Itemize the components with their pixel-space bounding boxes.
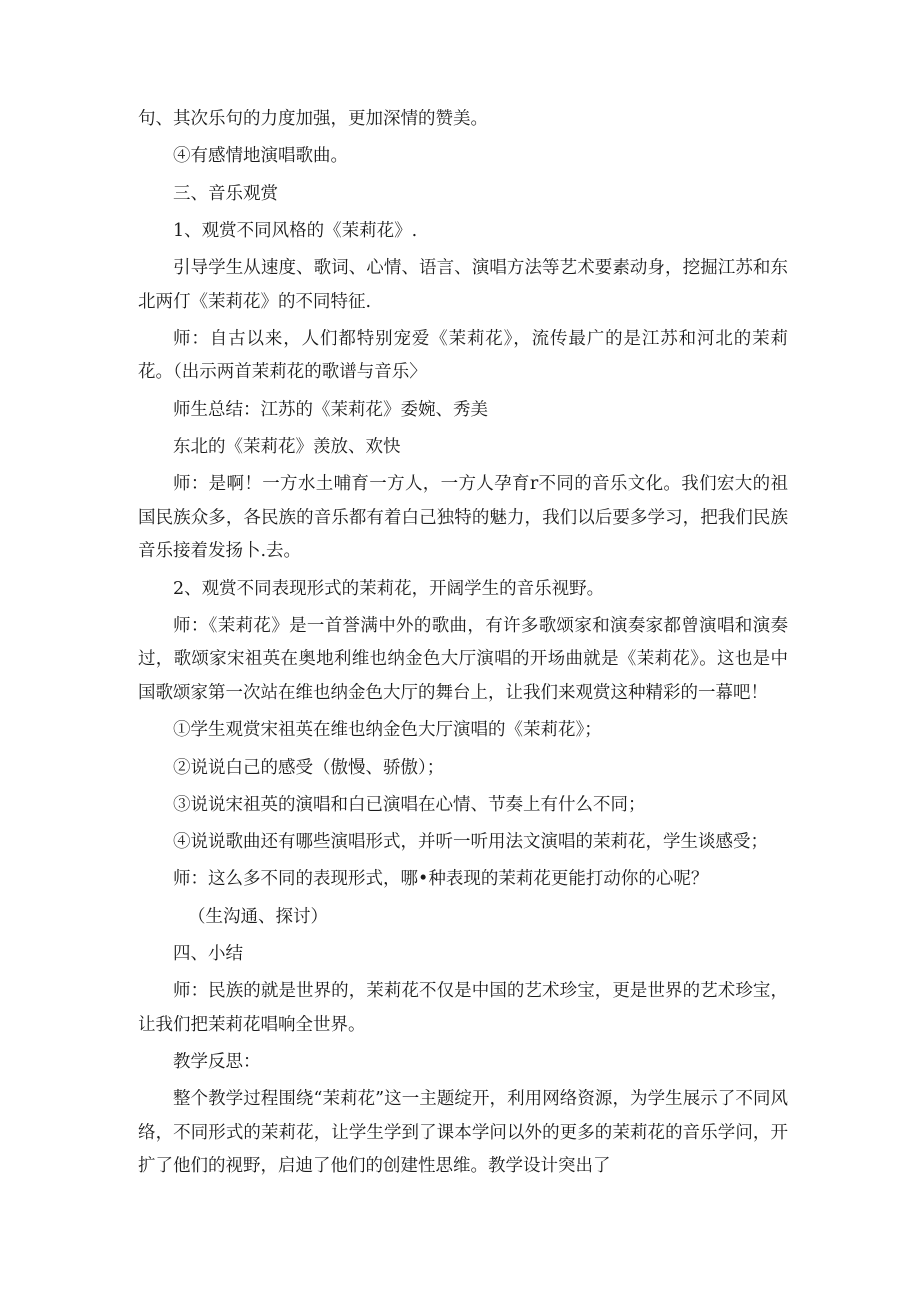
list-item-4: ④说说歌曲还有哪些演唱形式，并听一听用法文演唱的茉莉花，学生谈感受；	[173, 832, 768, 853]
heading-reflection: 教学反思：	[173, 1052, 261, 1073]
paragraph-step-4: ④有感情地演唱歌曲。	[173, 146, 348, 167]
list-item-2: ②说说白己的感受（傲慢、骄傲）；	[173, 757, 445, 778]
paragraph-teacher-5: 师：民族的就是世界的，茉莉花不仅是中国的艺术珍宝，更是世界的艺术珍宝，让我们把茉莉花唱响全世界。	[138, 981, 788, 1035]
document-body	[138, 103, 788, 1188]
paragraph-teacher-2: 师：是啊！一方水土哺育一方人，一方人孕育r不同的音乐文化。我们宏大的祖国民族众多，各民族的音乐都有着白己独特的魅力，我们以后要多学习，把我们民族音乐接着发扬卜.去。	[138, 474, 788, 562]
paragraph-reflection: 整个教学过程围绕“茉莉花”这一主题绽开，利用网络资源，为学生展示了不同风络，不同形式的茉莉花，让学生学到了课本学问以外的更多的茉莉花的音乐学问，开扩了他们的视野，启迪了他们的创建性思维。教学设计突出了	[138, 1089, 788, 1177]
paragraph-guide: 引导学生从速度、歌词、心情、语言、演唱方法等艺术要素动身，挖掘江苏和东北两仃《茉莉花》的不同特征.	[138, 258, 788, 312]
section-heading-3: 三、音乐观赏	[173, 183, 278, 204]
section-heading-4: 四、小结	[173, 944, 243, 965]
paragraph-continuation: 句、其次乐句的力度加强，更加深情的赞美。	[138, 109, 488, 129]
paragraph-teacher-1: 师：自古以来，人们都特别宠爱《茉莉花》，流传最广的是江苏和河北的茉莉花。（出示两首茉莉花的歌谱与音乐〉	[138, 328, 788, 383]
paragraph-teacher-4: 师：这么多不同的表现形式，哪•种表现的茉莉花更能打动你的心呢？	[173, 869, 709, 890]
paragraph-student-discussion: （生沟通、探讨）	[188, 906, 328, 927]
subheading-1: 1、观赏不同风格的《茉莉花》.	[173, 220, 418, 241]
paragraph-teacher-3: 师：《茉莉花》是一首誉满中外的歌曲，有许多歌颂家和演奏家都曾演唱和演奏过，歌颂家宋祖英在奥地利维也纳金色大厅演唱的开场曲就是《茉莉花》。这也是中国歌颂家第一次站在维也纳金色大厅的舞台上，让我们来观赏这种精彩的一幕吧！	[138, 615, 788, 703]
list-item-1: ①学生观赏宋祖英在维也纳金色大厅演唱的《茉莉花》；	[173, 720, 602, 741]
list-item-3: ③说说宋祖英的演唱和白已演唱在心情、节奏上有什么不同；	[173, 794, 646, 815]
paragraph-summary-dongbei: 东北的《茉莉花》羡放、欢快	[173, 437, 401, 458]
paragraph-summary-jiangsu: 师生总结：江苏的《茉莉花》委婉、秀美	[173, 399, 488, 420]
subheading-2: 2、观赏不同表现形式的茉莉花，开阔学生的音乐视野。	[173, 578, 605, 599]
